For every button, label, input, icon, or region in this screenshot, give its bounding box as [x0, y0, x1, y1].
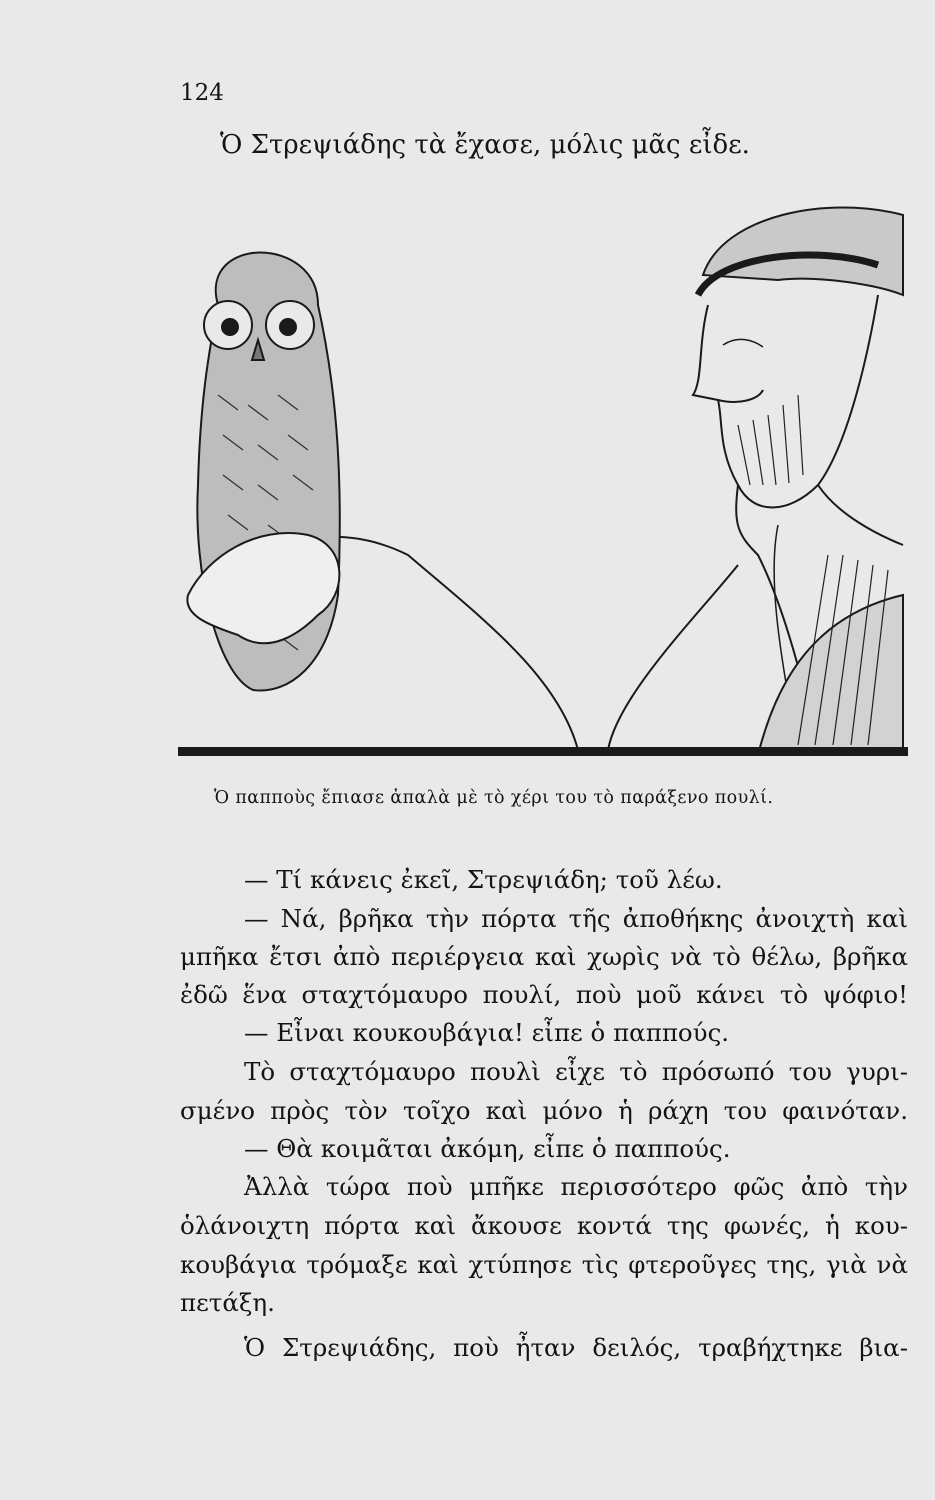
body-line-2: — Νά, βρῆκα τὴν πόρτα τῆς ἀποθήκης ἀνοιχτὴ καὶ — [244, 904, 908, 933]
body-line-8: — Θὰ κοιμᾶται ἀκόμη, εἶπε ὁ παππούς. — [244, 1134, 731, 1163]
man-figure — [693, 208, 903, 756]
body-line-7: σμένο πρὸς τὸν τοῖχο καὶ μόνο ἡ ράχη του φαινόταν. — [180, 1096, 908, 1125]
owl-illustration — [178, 195, 908, 765]
body-line-11: κουβάγια τρόμαξε καὶ χτύπησε τὶς φτεροῦγες της, γιὰ νὰ — [180, 1250, 908, 1279]
body-line-12: πετάξη. — [180, 1288, 275, 1317]
body-line-10: ὁλάνοιχτη πόρτα καὶ ἄκουσε κοντά της φωνές, ἡ κου- — [180, 1211, 908, 1240]
body-line-5: — Εἶναι κουκουβάγια! εἶπε ὁ παππούς. — [244, 1018, 730, 1047]
ground-line — [178, 747, 908, 756]
figure-caption: Ὁ παπποὺς ἔπιασε ἁπαλὰ μὲ τὸ χέρι του τὸ παράξενο πουλί. — [214, 788, 774, 808]
body-line-9: Ἀλλὰ τώρα ποὺ μπῆκε περισσότερο φῶς ἀπὸ τὴν — [244, 1172, 908, 1201]
body-line-4: ἐδῶ ἕνα σταχτόμαυρο πουλί, ποὺ μοῦ κάνει τὸ ψόφιο! — [180, 980, 908, 1009]
first-line: Ὁ Στρεψιάδης τὰ ἔχασε, μόλις μᾶς εἶδε. — [220, 130, 750, 160]
body-line-1: — Τί κάνεις ἐκεῖ, Στρεψιάδη; τοῦ λέω. — [244, 865, 723, 894]
body-line-3: μπῆκα ἔτσι ἀπὸ περιέργεια καὶ χωρὶς νὰ τὸ θέλω, βρῆκα — [180, 942, 908, 971]
page-number: 124 — [180, 80, 224, 106]
body-line-13: Ὁ Στρεψιάδης, ποὺ ἦταν δειλός, τραβήχτηκε βια- — [244, 1333, 908, 1362]
body-line-6: Τὸ σταχτόμαυρο πουλὶ εἶχε τὸ πρόσωπό του γυρι- — [244, 1057, 908, 1086]
